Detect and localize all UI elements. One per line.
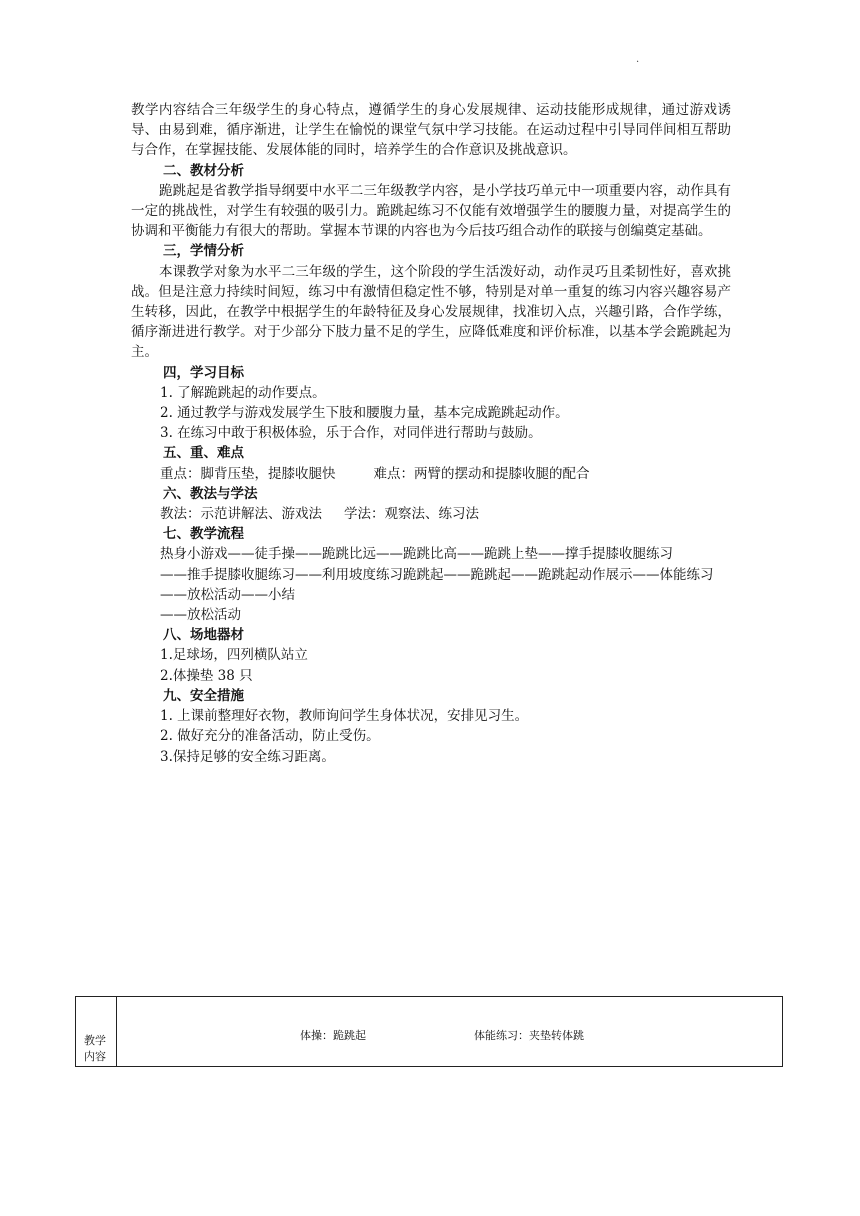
section-title-process: 七、教学流程 <box>163 526 244 543</box>
section-body-students: 本课教学对象为水平二三年级的学生，这个阶段的学生活泼好动，动作灵巧且柔韧性好，喜欢挑战。但是注意力持续时间短，练习中有激情但稳定性不够，特别是对单一重复的练习内容兴趣容易产生转移，因此，在教学中根据学生的年龄特征及身心发展规律，找准切入点，兴趣引路，合作学练，循序渐进进行教学。对于少部分下肢力量不足的学生，应降低难度和评价标准，以基本学会跪跳起为主。 <box>131 263 731 361</box>
objective-item: 3. 在练习中敢于积极体验，乐于合作，对同伴进行帮助与鼓励。 <box>160 425 542 442</box>
process-line-1: 热身小游戏——徒手操——跪跳比远——跪跳比高——跪跳上垫——撑手提膝收腿练习 <box>160 546 673 563</box>
content-table <box>75 996 783 1067</box>
section-title-equipment: 八、场地器材 <box>163 627 244 644</box>
methods-line <box>131 504 731 524</box>
section-title-methods: 六、教法与学法 <box>163 485 258 502</box>
keypoints-line <box>131 464 731 484</box>
table-label: 教学内容 <box>84 1034 106 1063</box>
key-point: 重点：脚背压垫，提膝收腿快 <box>160 465 336 482</box>
section-title-keypoints: 五、重、难点 <box>163 445 244 462</box>
safety-item: 3.保持足够的安全练习距离。 <box>160 748 335 765</box>
document-body <box>131 100 731 767</box>
difficult-point: 难点：两臂的摆动和提膝收腿的配合 <box>373 465 590 482</box>
table-item-fitness: 体能练习：夹垫转体跳 <box>474 1029 584 1042</box>
safety-item: 1. 上课前整理好衣物，教师询问学生身体状况，安排见习生。 <box>160 708 529 725</box>
process-line-2: ——推手提膝收腿练习——利用坡度练习跪跳起——跪跳起——跪跳起动作展示——体能练习——放松活动——小结 <box>160 566 714 603</box>
section-title-students: 三，学情分析 <box>163 243 244 260</box>
objective-item: 2. 通过教学与游戏发展学生下肢和腰腹力量，基本完成跪跳起动作。 <box>160 405 569 422</box>
section-title-safety: 九、安全措施 <box>163 687 244 704</box>
safety-item: 2. 做好充分的准备活动，防止受伤。 <box>160 728 380 745</box>
equipment-item: 1.足球场，四列横队站立 <box>160 647 308 664</box>
header-dot: . <box>636 54 640 65</box>
objective-item: 1. 了解跪跳起的动作要点。 <box>160 384 326 401</box>
intro-paragraph: 教学内容结合三年级学生的身心特点，遵循学生的身心发展规律、运动技能形成规律，通过游戏诱导、由易到难，循序渐进，让学生在愉悦的课堂气氛中学习技能。在运动过程中引导同伴间相互帮助与合作，在掌握技能、发展体能的同时，培养学生的合作意识及挑战意识。 <box>131 102 731 159</box>
section-body-material: 跪跳起是省教学指导纲要中水平二三年级教学内容，是小学技巧单元中一项重要内容，动作具有一定的挑战性，对学生有较强的吸引力。跪跳起练习不仅能有效增强学生的腰腹力量，对提高学生的协调和平衡能力有很大的帮助。掌握本节课的内容也为今后技巧组合动作的联接与创编奠定基础。 <box>131 182 731 240</box>
table-label-cell <box>76 997 117 1066</box>
teaching-method: 教法：示范讲解法、游戏法 <box>160 506 322 523</box>
equipment-item: 2.体操垫 38 只 <box>160 667 253 684</box>
process-line-3: ——放松活动 <box>160 607 241 624</box>
section-title-objectives: 四，学习目标 <box>163 364 244 381</box>
section-title-material: 二、教材分析 <box>163 162 244 179</box>
learning-method: 学法：观察法、练习法 <box>344 506 479 523</box>
table-item-gymnastics: 体操：跪跳起 <box>300 1029 366 1042</box>
